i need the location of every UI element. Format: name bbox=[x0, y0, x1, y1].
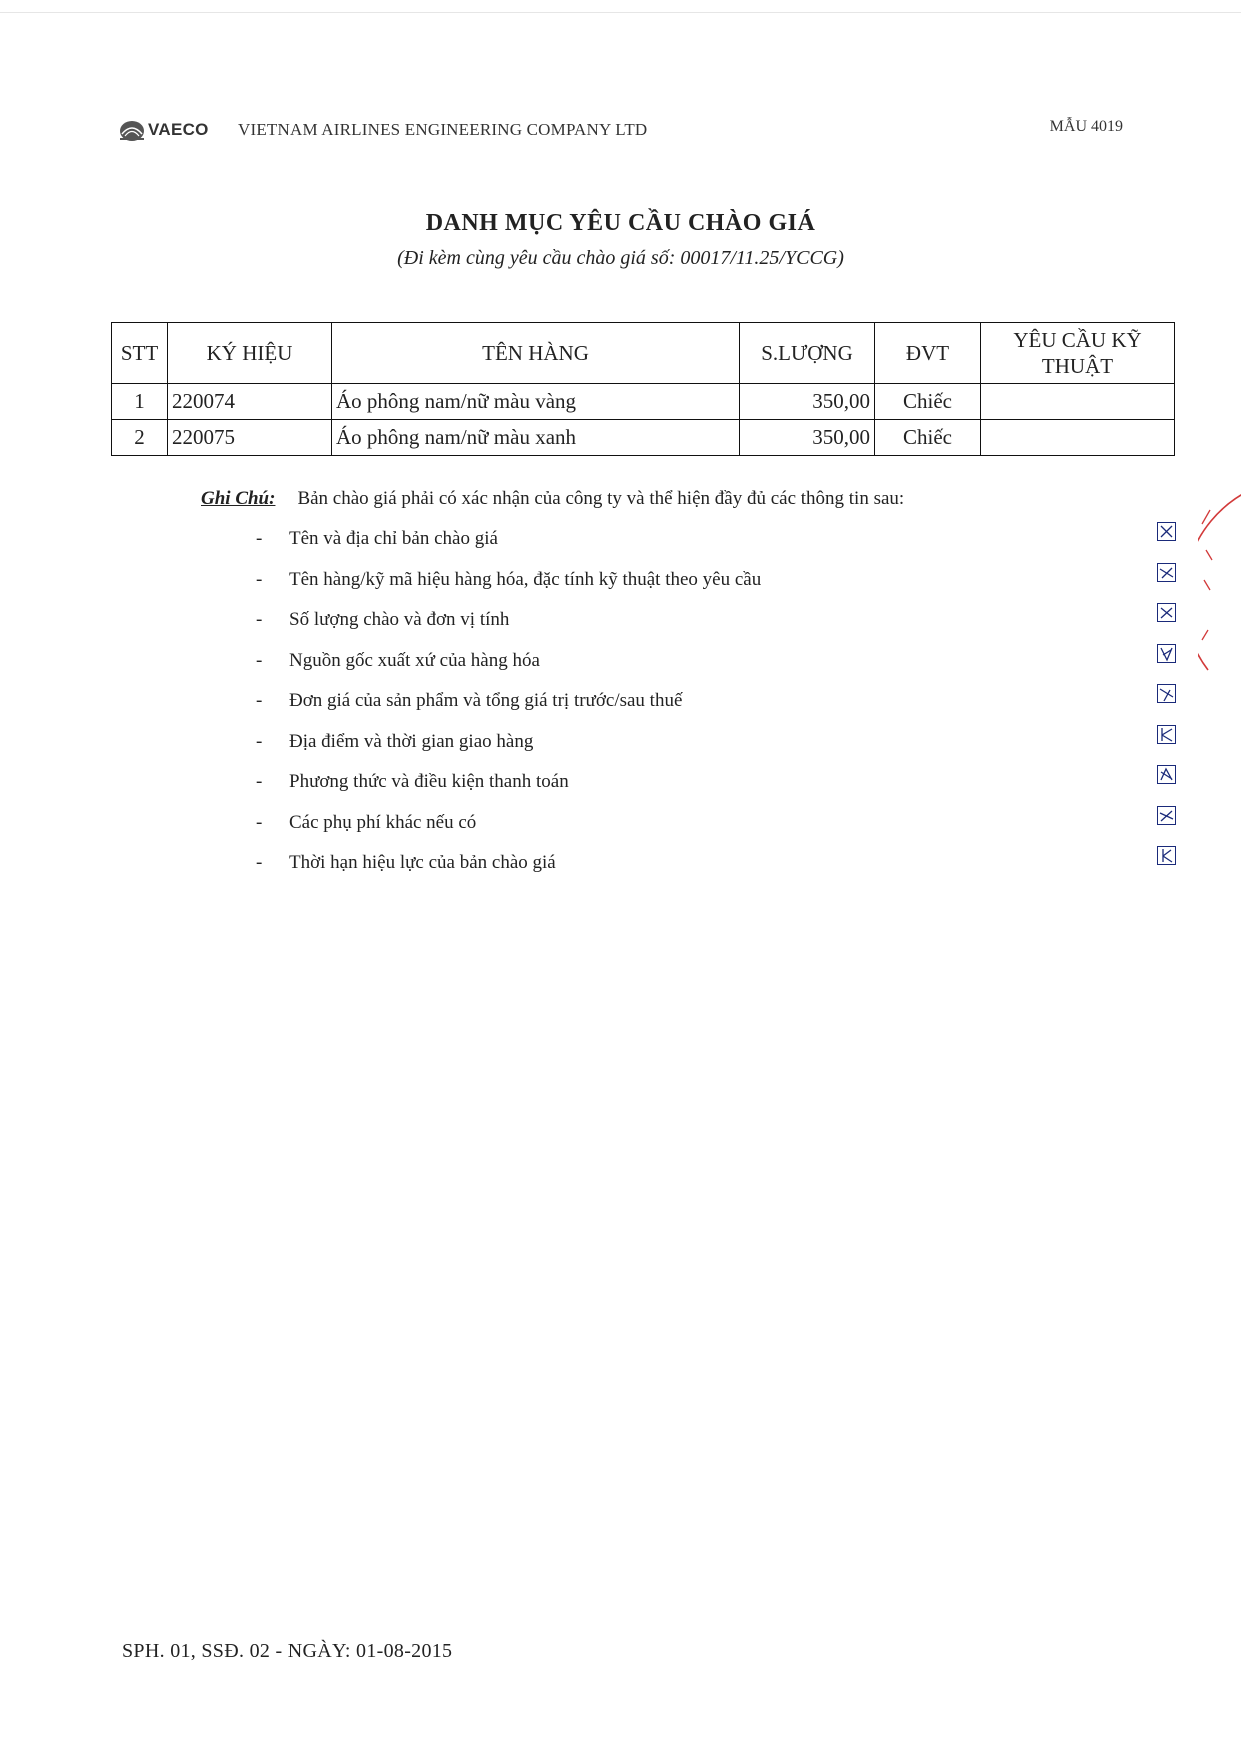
cell-qty: 350,00 bbox=[740, 420, 875, 456]
checkbox[interactable] bbox=[1157, 846, 1176, 865]
table-row bbox=[112, 384, 1175, 420]
list-dash: - bbox=[256, 649, 263, 671]
logo-text: VAECO bbox=[148, 120, 209, 139]
checkbox[interactable] bbox=[1157, 725, 1176, 744]
check-x-icon bbox=[1158, 847, 1175, 864]
cell-unit: Chiếc bbox=[875, 384, 981, 420]
cell-requirement bbox=[981, 384, 1175, 420]
list-item-text: Tên hàng/kỹ mã hiệu hàng hóa, đặc tính kỹ thuật theo yêu cầu bbox=[289, 568, 762, 590]
check-x-icon bbox=[1158, 523, 1175, 540]
cell-qty: 350,00 bbox=[740, 384, 875, 420]
list-dash: - bbox=[256, 690, 263, 711]
cell-code: 220074 bbox=[168, 384, 332, 420]
checkbox[interactable] bbox=[1157, 684, 1176, 703]
list-dash: - bbox=[256, 771, 263, 792]
header-code: KÝ HIỆU bbox=[168, 323, 332, 384]
list-dash: - bbox=[256, 811, 263, 833]
list-item bbox=[256, 603, 1176, 644]
check-x-icon bbox=[1158, 807, 1175, 824]
check-x-icon bbox=[1158, 685, 1175, 702]
page-top-edge bbox=[0, 12, 1241, 13]
document-title: DANH MỤC YÊU CẦU CHÀO GIÁ bbox=[425, 210, 816, 236]
checkbox[interactable] bbox=[1157, 603, 1176, 622]
cell-name: Áo phông nam/nữ màu xanh bbox=[332, 420, 740, 456]
header-qty: S.LƯỢNG bbox=[740, 323, 875, 384]
cell-unit: Chiếc bbox=[875, 420, 981, 456]
header-stt: STT bbox=[112, 323, 168, 384]
list-item bbox=[256, 644, 1176, 685]
notes-intro bbox=[201, 488, 904, 510]
check-x-icon bbox=[1158, 564, 1175, 581]
list-item bbox=[256, 522, 1176, 563]
vaeco-emblem-icon bbox=[118, 118, 146, 142]
list-dash: - bbox=[256, 609, 263, 630]
check-x-icon bbox=[1158, 766, 1175, 783]
list-item-text: Thời hạn hiệu lực của bản chào giá bbox=[289, 852, 556, 873]
check-x-icon bbox=[1158, 645, 1175, 662]
checkbox[interactable] bbox=[1157, 522, 1176, 541]
notes-label: Ghi Chú: bbox=[201, 488, 276, 509]
list-item-text: Đơn giá của sản phẩm và tổng giá trị trước/sau thuế bbox=[289, 690, 683, 711]
check-x-icon bbox=[1158, 604, 1175, 621]
cell-stt: 1 bbox=[112, 384, 168, 420]
checkbox[interactable] bbox=[1157, 563, 1176, 582]
notes-intro-text: Bản chào giá phải có xác nhận của công ty và thể hiện đầy đủ các thông tin sau: bbox=[297, 488, 905, 509]
list-item bbox=[256, 725, 1176, 766]
items-table bbox=[111, 322, 1175, 456]
cell-name: Áo phông nam/nữ màu vàng bbox=[332, 384, 740, 420]
checkbox[interactable] bbox=[1157, 644, 1176, 663]
red-seal-stamp-icon bbox=[1198, 480, 1241, 680]
list-item-text: Địa điểm và thời gian giao hàng bbox=[289, 730, 534, 752]
check-x-icon bbox=[1158, 726, 1175, 743]
company-name: VIETNAM AIRLINES ENGINEERING COMPANY LTD bbox=[238, 120, 648, 139]
list-item bbox=[256, 684, 1176, 725]
header-requirement: YÊU CẦU KỸ THUẬT bbox=[981, 323, 1175, 384]
cell-code: 220075 bbox=[168, 420, 332, 456]
requirements-list bbox=[256, 522, 1176, 887]
table-header-row bbox=[112, 323, 1175, 384]
list-item bbox=[256, 765, 1176, 806]
list-item-text: Các phụ phí khác nếu có bbox=[289, 811, 477, 833]
footer-revision: SPH. 01, SSĐ. 02 - NGÀY: 01-08-2015 bbox=[122, 1640, 453, 1662]
list-item bbox=[256, 806, 1176, 847]
list-dash: - bbox=[256, 568, 263, 590]
form-code: MẪU 4019 bbox=[1049, 118, 1123, 135]
header-unit: ĐVT bbox=[875, 323, 981, 384]
list-dash: - bbox=[256, 528, 263, 549]
document-subtitle: (Đi kèm cùng yêu cầu chào giá số: 00017/11.25/YCCG) bbox=[397, 247, 844, 269]
list-item-text: Số lượng chào và đơn vị tính bbox=[289, 609, 510, 630]
list-item-text: Phương thức và điều kiện thanh toán bbox=[289, 771, 569, 792]
document-header bbox=[118, 118, 1123, 148]
list-dash: - bbox=[256, 730, 263, 752]
checkbox[interactable] bbox=[1157, 806, 1176, 825]
cell-requirement bbox=[981, 420, 1175, 456]
list-dash: - bbox=[256, 852, 263, 873]
checkbox[interactable] bbox=[1157, 765, 1176, 784]
list-item-text: Tên và địa chỉ bản chào giá bbox=[289, 528, 498, 549]
list-item-text: Nguồn gốc xuất xứ của hàng hóa bbox=[289, 649, 540, 671]
list-item bbox=[256, 563, 1176, 604]
table-row bbox=[112, 420, 1175, 456]
header-name: TÊN HÀNG bbox=[332, 323, 740, 384]
company-logo bbox=[118, 118, 209, 142]
cell-stt: 2 bbox=[112, 420, 168, 456]
list-item bbox=[256, 846, 1176, 887]
